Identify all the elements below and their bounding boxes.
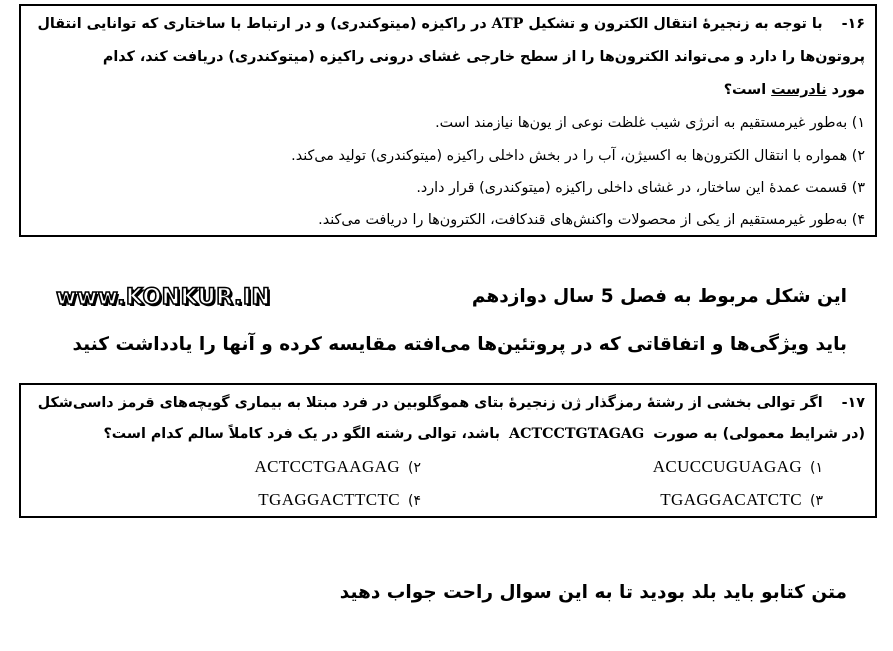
q16-stem-part-b: در راکیزه (میتوکندری) و در ارتباط با ساختاری که توانایی انتقال xyxy=(37,16,487,32)
question-17-box xyxy=(19,383,877,518)
q17-stem-part-a: اگر توالی بخشی از رشتهٔ رمزگذار ژن زنجیرهٔ بتای هموگلوبین در فرد مبتلا به بیماری گویچه‌های قرمز داسی‌شکل xyxy=(37,395,823,411)
q16-stem-line-3 xyxy=(33,76,865,104)
q17-option-1[interactable] xyxy=(653,453,823,482)
q16-stem-part-a: با توجه به زنجیرهٔ انتقال الکترون و تشکیل xyxy=(528,16,823,32)
q16-stem-line3-a: مورد xyxy=(831,82,865,98)
q16-stem-line-2: پروتون‌ها را دارد و می‌تواند الکترون‌ها را از سطح خارجی غشای درونی راکیزه (میتوکندری) دریافت کند، کدام xyxy=(102,49,865,65)
note-compare-instruction: باید ویژگی‌ها و اتفاقاتی که در پروتئین‌ها می‌افته مقایسه کرده و آنها را یادداشت کنید xyxy=(72,334,847,355)
q17-option-2-sequence: ACTCCTGAAGAG xyxy=(254,457,400,476)
q17-option-1-number: ۱) xyxy=(810,460,823,476)
question-16-box xyxy=(19,4,877,237)
q16-option-3[interactable]: ۳) قسمت عمدهٔ این ساختار، در غشای داخلی راکیزه (میتوکندری) قرار دارد. xyxy=(416,180,865,196)
q16-number: ۱۶- xyxy=(841,16,865,32)
q17-number: ۱۷- xyxy=(841,395,865,411)
q17-option-3-sequence: TGAGGACATCTC xyxy=(660,490,802,509)
note-textbook-hint: متن کتابو باید بلد بودید تا به این سوال راحت جواب دهید xyxy=(339,582,847,603)
q16-negation-word: نادرست xyxy=(771,82,827,98)
q17-stem-line-1 xyxy=(33,389,865,417)
q17-option-4[interactable] xyxy=(258,486,421,515)
q16-option-4[interactable]: ۴) به‌طور غیرمستقیم از یکی از محصولات واکنش‌های قندکافت، الکترون‌ها را دریافت می‌کند. xyxy=(318,212,865,228)
q16-option-2[interactable]: ۲) همواره با انتقال الکترون‌ها به اکسیژن، آب را در بخش داخلی راکیزه (میتوکندری) تولید می‌کند. xyxy=(291,148,865,164)
q16-stem-line3-b: است؟ xyxy=(723,82,767,98)
q17-stem-line2-b: باشد، توالی رشته الگو در یک فرد کاملاً سالم کدام است؟ xyxy=(103,426,501,442)
q17-stem-line2-a: (در شرایط معمولی) به صورت xyxy=(653,426,865,442)
q16-option-1[interactable]: ۱) به‌طور غیرمستقیم به انرژی شیب غلظت نوعی از یون‌ها نیازمند است. xyxy=(435,115,865,131)
q16-stem-line-1 xyxy=(33,10,865,38)
note-chapter-reference: این شکل مربوط به فصل 5 سال دوازدهم xyxy=(471,286,847,307)
q17-option-3-number: ۳) xyxy=(810,493,823,509)
q16-atp-term: ATP xyxy=(491,16,524,32)
q17-option-1-sequence: ACUCCUGUAGAG xyxy=(652,457,802,476)
q17-option-2[interactable] xyxy=(254,453,421,482)
q17-option-3[interactable] xyxy=(660,486,823,515)
q17-given-sequence: ACTCCTGTAGAG xyxy=(509,426,645,442)
q17-option-2-number: ۲) xyxy=(408,460,421,476)
konkur-watermark-logo: www.KONKUR.IN xyxy=(56,285,271,310)
q17-option-4-sequence: TGAGGACTTCTC xyxy=(258,490,400,509)
q17-option-4-number: ۴) xyxy=(408,493,421,509)
q17-stem-line-2 xyxy=(33,420,865,448)
